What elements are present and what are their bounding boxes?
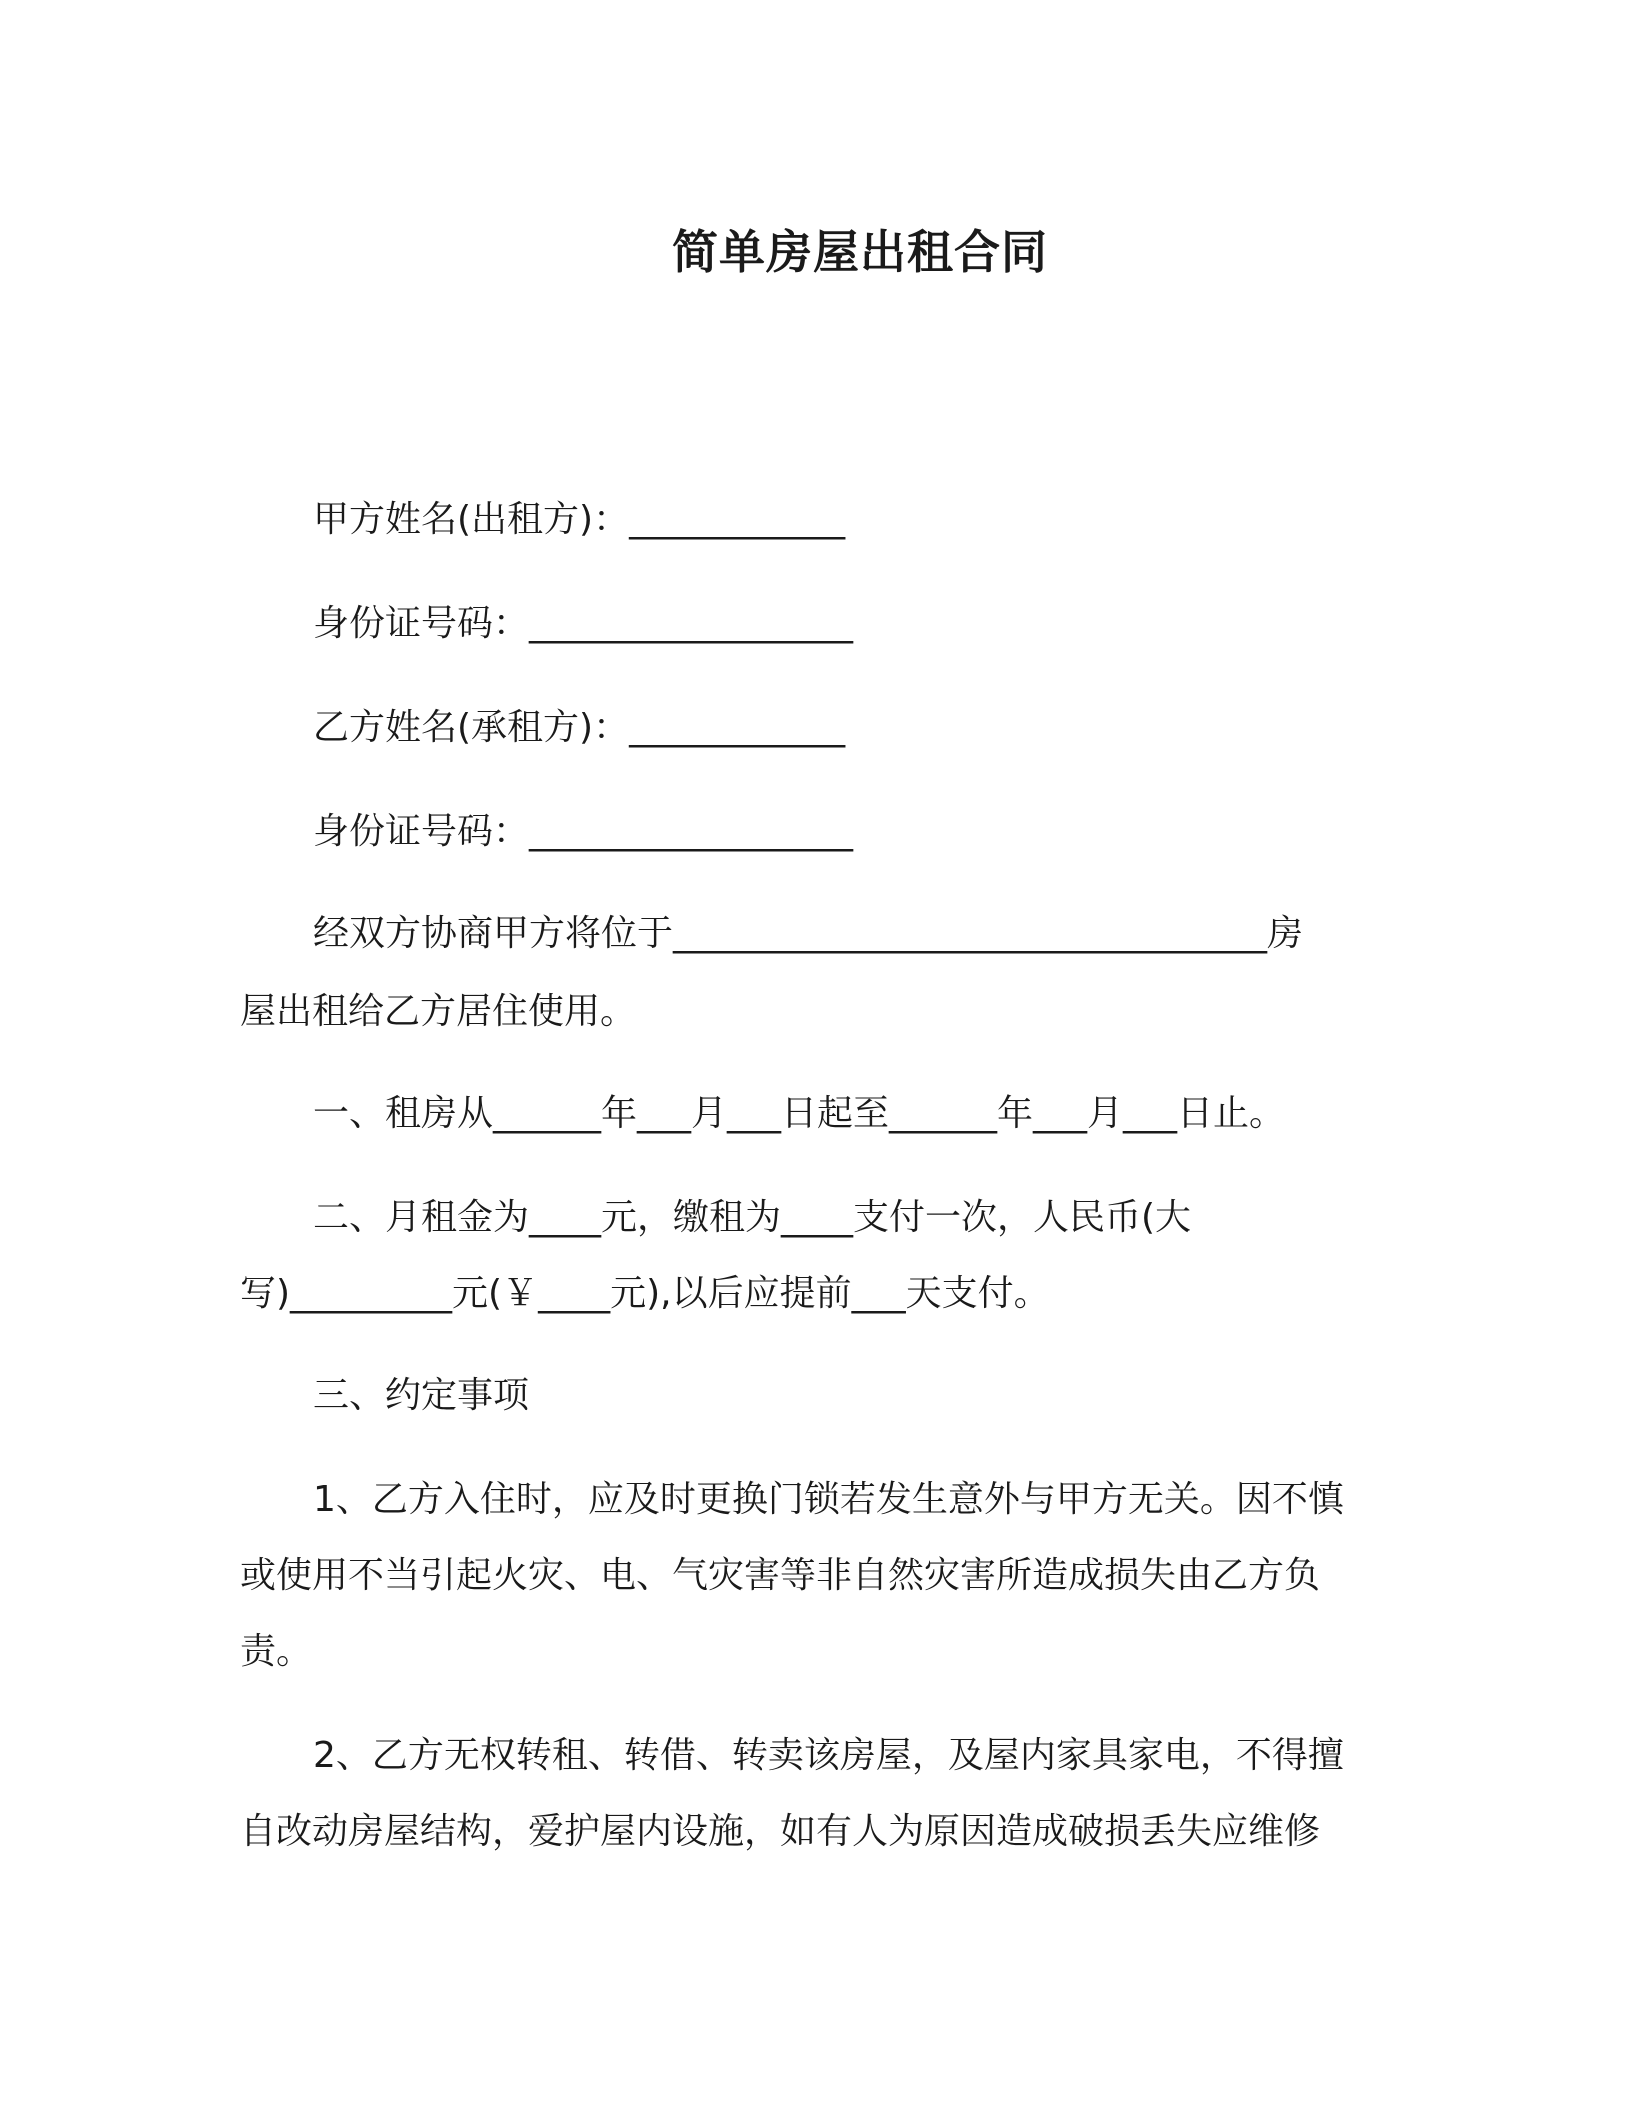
property-location-line-cont: 屋出租给乙方居住使用。: [240, 991, 637, 1032]
rent-clause-cont: 写)_________元(￥____元),以后应提前___天支付。: [240, 1273, 1050, 1314]
property-location-line: 经双方协商甲方将位于_________________________________房: [313, 913, 1304, 954]
item-1-line-1: 1、乙方入住时，应及时更换门锁若发生意外与甲方无关。因不慎: [313, 1479, 1344, 1520]
term-clause: 一、租房从______年___月___日起至______年___月___日止。: [313, 1093, 1286, 1134]
lessee-id-line: 身份证号码：__________________: [313, 811, 854, 852]
lessor-name-line: 甲方姓名(出租方)：____________: [313, 499, 846, 540]
item-1-line-3: 责。: [240, 1631, 313, 1672]
item-2-line-1: 2、乙方无权转租、转借、转卖该房屋，及屋内家具家电，不得擅: [313, 1735, 1344, 1776]
lessor-id-line: 身份证号码：__________________: [313, 603, 854, 644]
document-title: 简单房屋出租合同: [672, 225, 1048, 279]
rent-clause: 二、月租金为____元，缴租为____支付一次，人民币(大: [313, 1197, 1192, 1238]
lessee-name-line: 乙方姓名(承租方)：____________: [313, 707, 846, 748]
section-heading-agreed-items: 三、约定事项: [313, 1375, 530, 1416]
item-2-line-2: 自改动房屋结构，爱护屋内设施，如有人为原因造成破损丢失应维修: [240, 1811, 1321, 1852]
item-1-line-2: 或使用不当引起火灾、电、气灾害等非自然灾害所造成损失由乙方负: [240, 1555, 1321, 1596]
